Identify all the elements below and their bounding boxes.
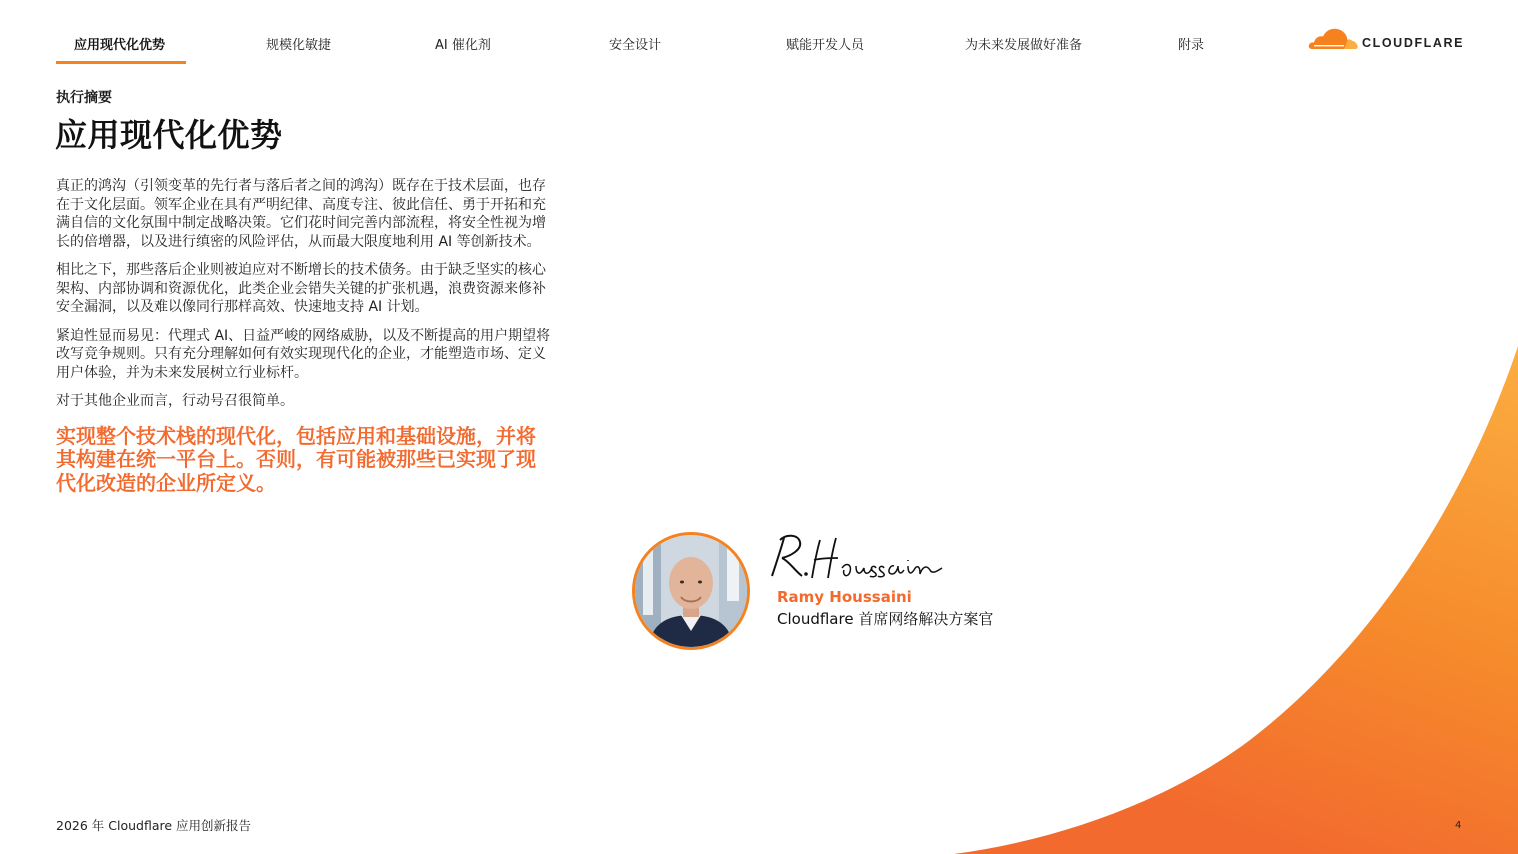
nav-tab-ai-catalyst[interactable]: AI 催化剂	[435, 38, 491, 53]
report-title-footer: 2026 年 Cloudflare 应用创新报告	[56, 818, 252, 833]
section-eyebrow: 执行摘要	[56, 90, 112, 106]
author-title: Cloudflare 首席网络解决方案官	[777, 610, 994, 628]
cloudflare-logo[interactable]	[1308, 26, 1468, 54]
active-tab-indicator	[56, 61, 186, 64]
nav-tab-future-ready[interactable]: 为未来发展做好准备	[965, 38, 1083, 53]
logo-wordmark: CLOUDFLARE	[1362, 36, 1465, 50]
page-number: 4	[1455, 820, 1462, 831]
author-name: Ramy Houssaini	[777, 588, 912, 606]
top-navigation	[56, 28, 1236, 66]
summary-paragraph: 对于其他企业而言，行动号召很简单。	[56, 393, 294, 409]
page-title: 应用现代化优势	[55, 116, 283, 154]
author-signature	[764, 530, 954, 588]
call-to-action-callout: 实现整个技术栈的现代化，包括应用和基础设施，并将其构建在统一平台上。否则，有可能被那些已实现了现代化改造的企业所定义。	[56, 423, 536, 495]
nav-tab-app-modernization[interactable]: 应用现代化优势	[74, 38, 166, 53]
author-avatar	[632, 532, 750, 650]
cloud-icon	[1308, 26, 1360, 52]
nav-tab-empower-developers[interactable]: 赋能开发人员	[786, 38, 865, 53]
decorative-orange-curve	[950, 340, 1518, 854]
author-portrait-image	[635, 535, 747, 647]
executive-summary-body	[56, 177, 552, 505]
nav-tab-agile-at-scale[interactable]: 规模化敏捷	[266, 38, 332, 53]
nav-tab-appendix[interactable]: 附录	[1178, 38, 1205, 53]
summary-paragraph: 相比之下，那些落后企业则被迫应对不断增长的技术债务。由于缺乏坚实的核心架构、内部协调和资源优化，此类企业会错失关键的扩张机遇，浪费资源来修补安全漏洞，以及难以像同行那样高效、快速地支持 AI 计划。	[56, 262, 546, 315]
summary-paragraph: 真正的鸿沟（引领变革的先行者与落后者之间的鸿沟）既存在于技术层面，也存在于文化层面。领军企业在具有严明纪律、高度专注、彼此信任、勇于开拓和充满自信的文化氛围中制定战略决策。它们花时间完善内部流程，将安全性视为增长的倍增器，以及进行缜密的风险评估，从而最大限度地利用 AI 等创新技术。	[56, 178, 546, 250]
nav-tab-secure-by-design[interactable]: 安全设计	[609, 38, 662, 53]
summary-paragraph: 紧迫性显而易见：代理式 AI、日益严峻的网络威胁，以及不断提高的用户期望将改写竞争规则。只有充分理解如何有效实现现代化的企业，才能塑造市场、定义用户体验，并为未来发展树立行业标杆。	[56, 327, 551, 381]
